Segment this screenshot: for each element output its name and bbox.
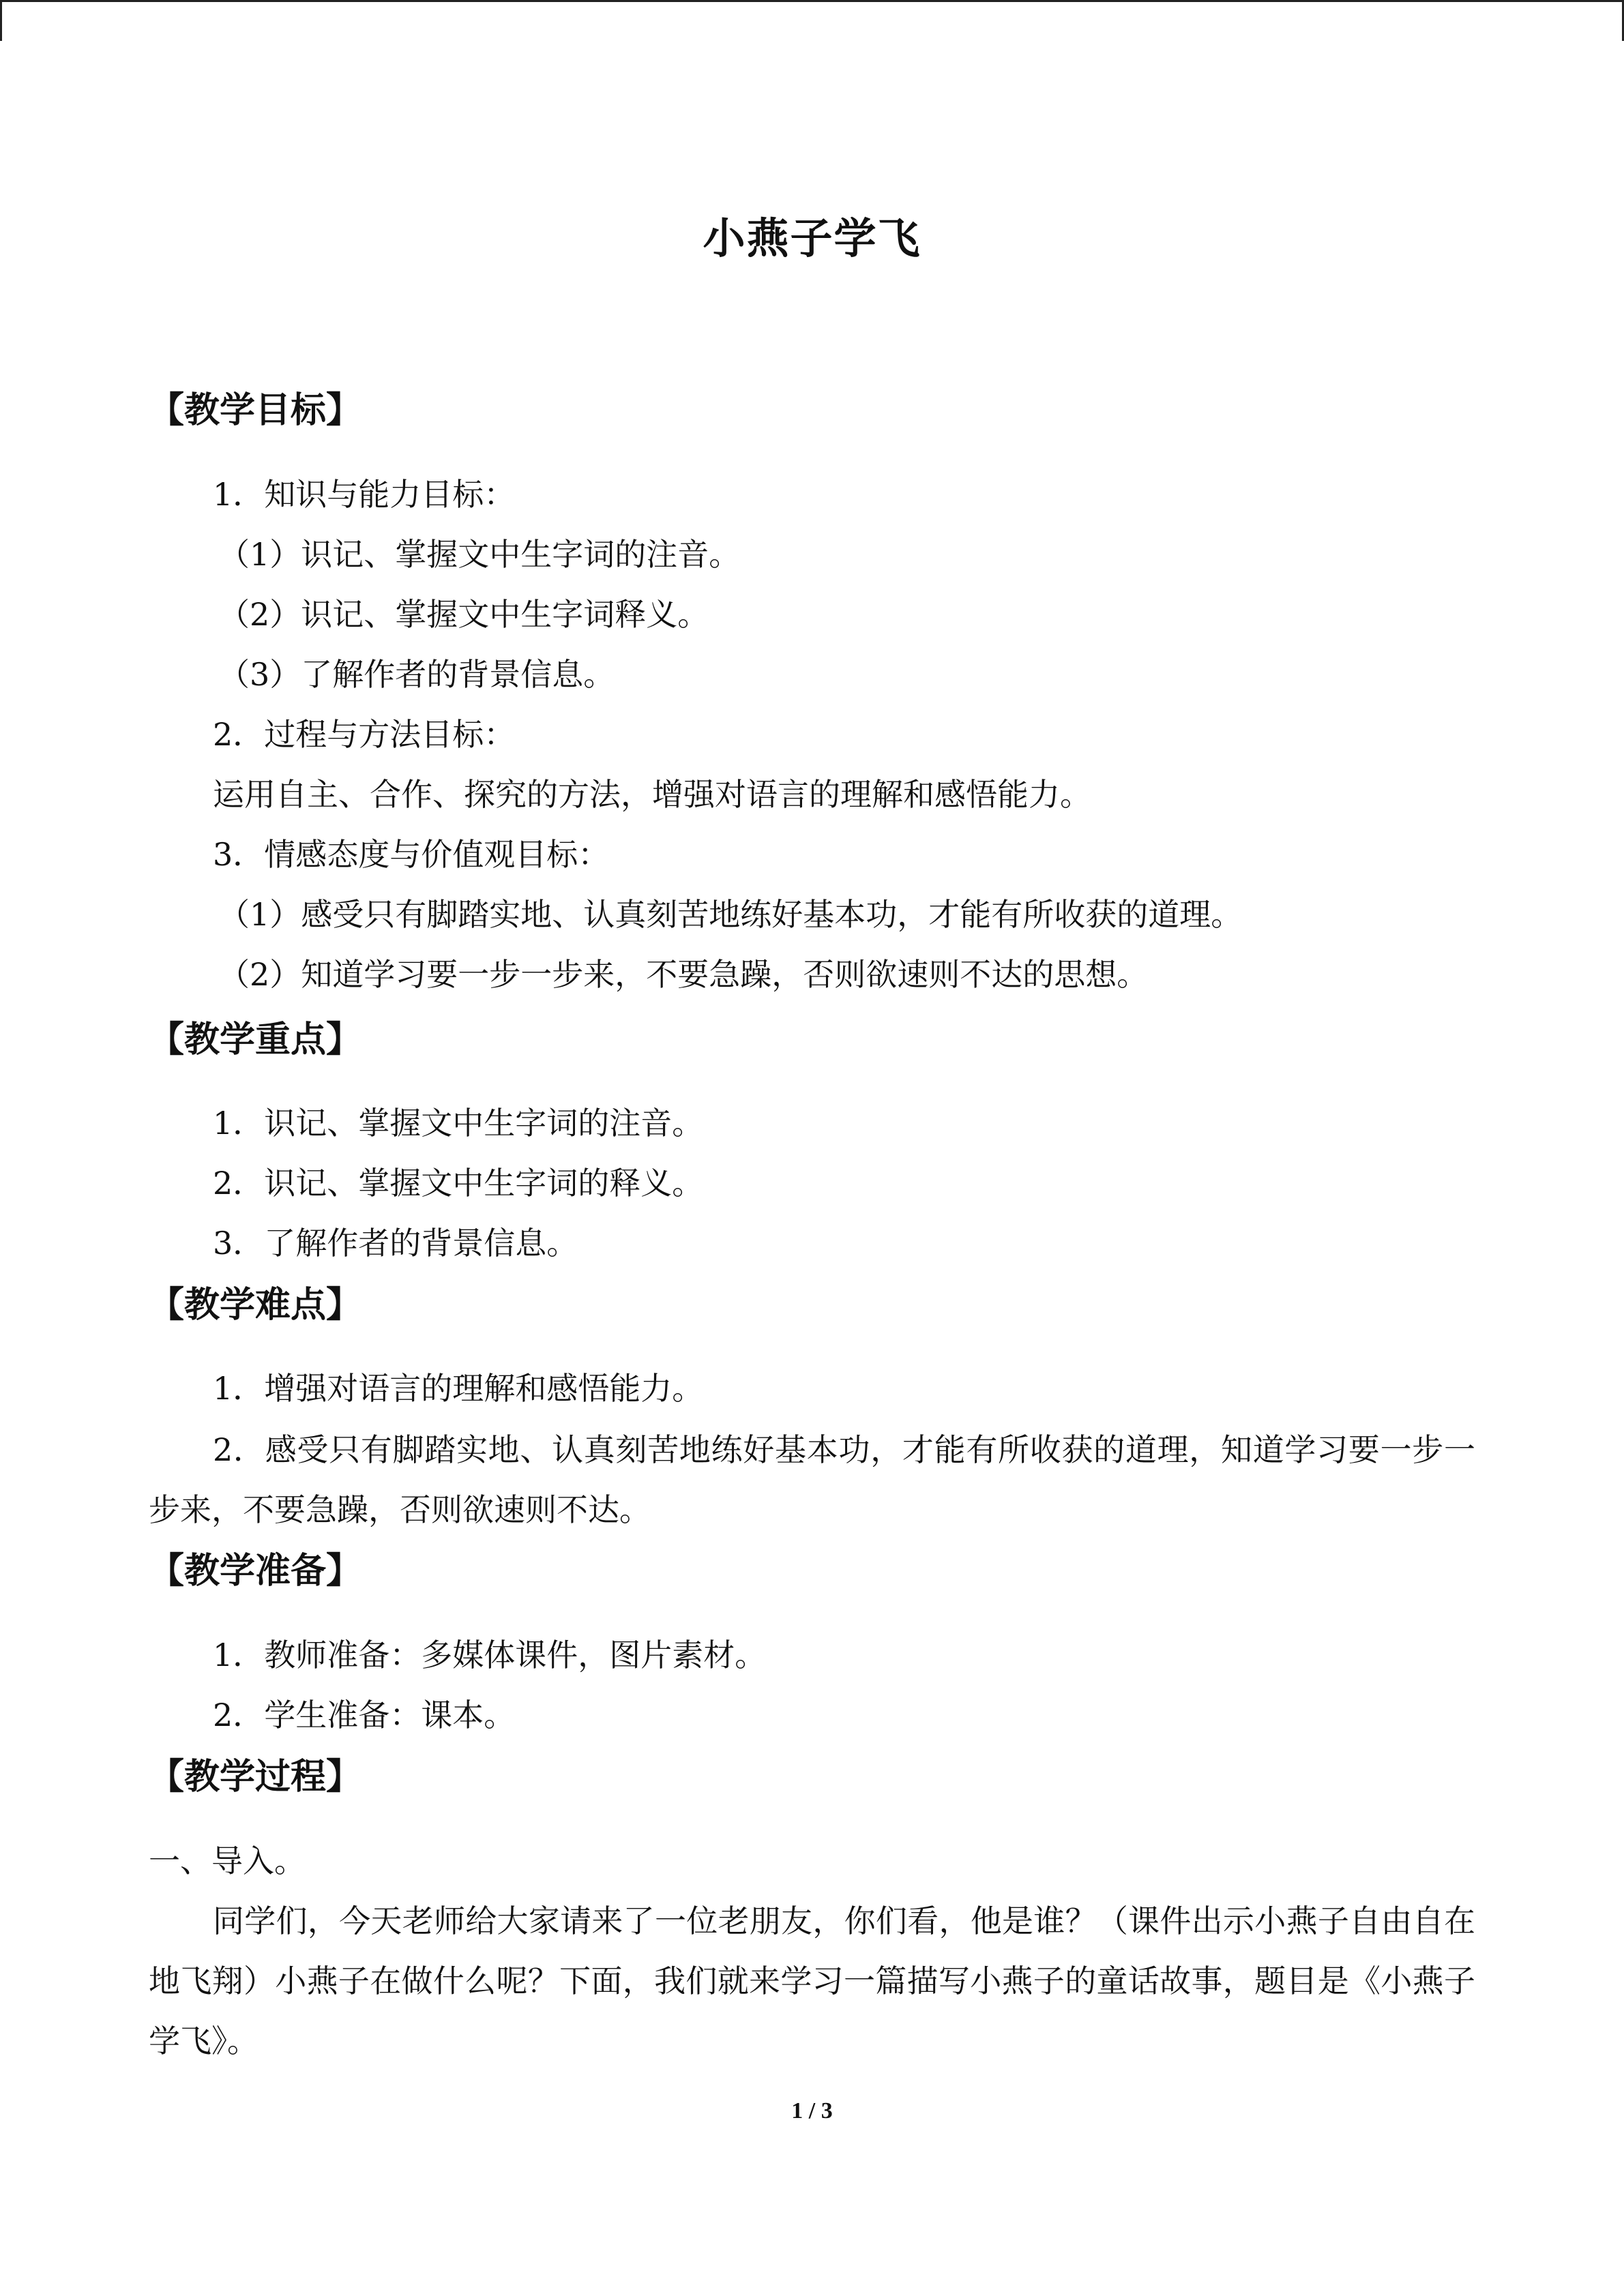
section-heading-preparation: 【教学准备】 xyxy=(149,1551,362,1592)
section-heading-difficulties: 【教学难点】 xyxy=(149,1285,362,1326)
page-edge-top xyxy=(0,0,1624,2)
difficulty-item: 1．增强对语言的理解和感悟能力。 xyxy=(213,1370,704,1407)
page-title: 小燕子学飞 xyxy=(703,213,921,263)
process-step-title: 一、导入。 xyxy=(149,1843,306,1879)
objective-item: （2）识记、掌握文中生字词释义。 xyxy=(218,596,709,633)
section-heading-objectives: 【教学目标】 xyxy=(149,390,362,431)
objective-item: 1．知识与能力目标： xyxy=(213,476,516,513)
objective-item: 运用自主、合作、探究的方法，增强对语言的理解和感悟能力。 xyxy=(213,776,1091,813)
page-edge-left xyxy=(0,0,2,41)
process-step-text: 同学们，今天老师给大家请来了一位老朋友，你们看，他是谁？（课件出示小燕子自由自在地飞翔）小燕子在做什么呢？下面，我们就来学习一篇描写小燕子的童话故事，题目是《小燕子学飞》。 xyxy=(149,1903,1475,2059)
key-point-item: 3．了解作者的背景信息。 xyxy=(213,1225,578,1262)
preparation-item: 1．教师准备：多媒体课件，图片素材。 xyxy=(213,1637,767,1673)
section-heading-key-points: 【教学重点】 xyxy=(149,1019,362,1060)
objective-item: （3）了解作者的背景信息。 xyxy=(218,656,615,693)
key-point-item: 2．识记、掌握文中生字词的释义。 xyxy=(213,1165,704,1202)
key-point-item: 1．识记、掌握文中生字词的注音。 xyxy=(213,1105,704,1142)
objective-item: 3．情感态度与价值观目标： xyxy=(213,836,610,873)
objective-item: （2）知道学习要一步一步来，不要急躁，否则欲速则不达的思想。 xyxy=(218,956,1149,993)
objective-item: 2．过程与方法目标： xyxy=(213,716,516,753)
preparation-item: 2．学生准备：课本。 xyxy=(213,1697,516,1733)
difficulty-item: 2．感受只有脚踏实地、认真刻苦地练好基本功，才能有所收获的道理，知道学习要一步一步来，不要急躁，否则欲速则不达。 xyxy=(149,1431,1475,1528)
objective-item: （1）识记、掌握文中生字词的注音。 xyxy=(218,536,741,573)
page-number: 1 / 3 xyxy=(791,2098,833,2123)
objective-item: （1）感受只有脚踏实地、认真刻苦地练好基本功，才能有所收获的道理。 xyxy=(218,896,1243,933)
section-heading-process: 【教学过程】 xyxy=(149,1757,362,1798)
